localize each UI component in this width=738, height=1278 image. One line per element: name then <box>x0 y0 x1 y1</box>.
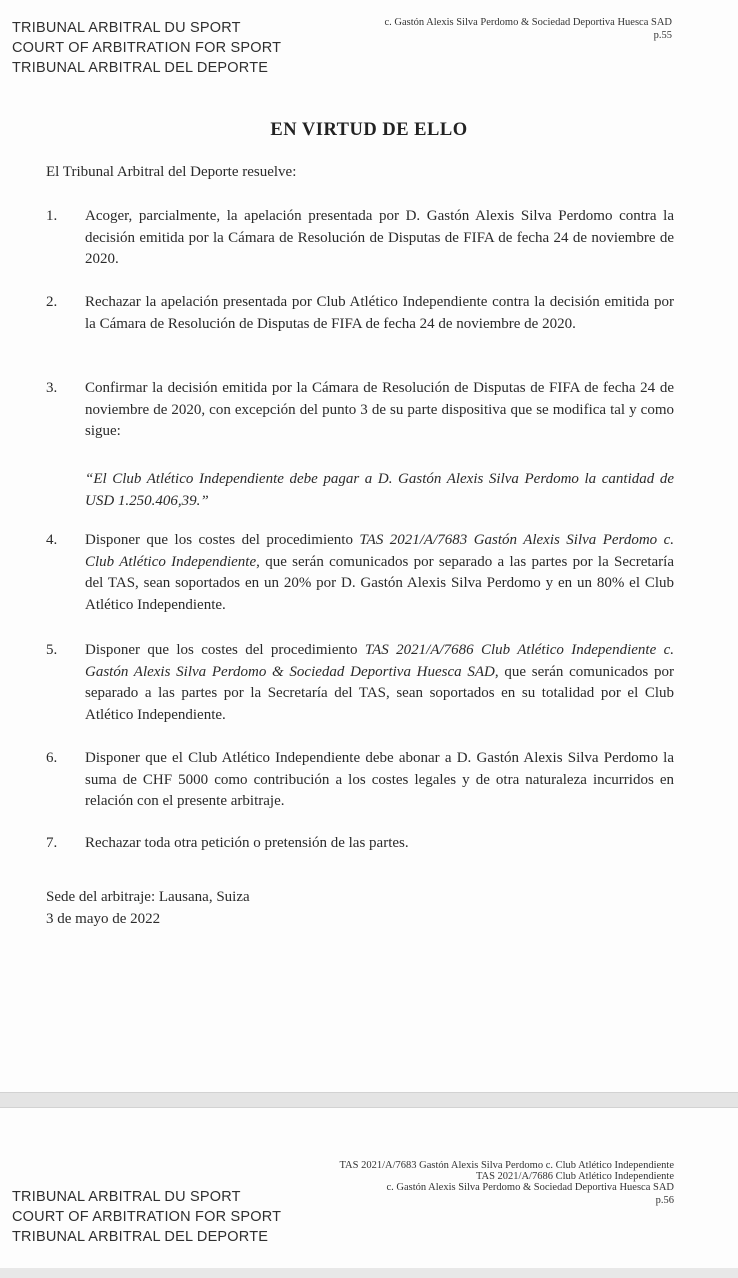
org-name-es: TRIBUNAL ARBITRAL DEL DEPORTE <box>12 1229 269 1245</box>
next-ref-line-2: TAS 2021/A/7686 Club Atlético Independiente <box>475 1171 674 1182</box>
item-text-post: , que serán comunicados por separado a las partes por la Secretaría del TAS, sean soportados en su totalidad por el Club Atlético Independiente. <box>85 663 674 723</box>
next-page-org-header <box>12 1187 281 1247</box>
next-page-case-reference <box>339 1160 674 1206</box>
page-bottom-edge <box>0 1268 738 1278</box>
item-text-post: , que serán comunicados por separado a las partes por la Secretaría del TAS, sean soportados en un 20% por D. Gastón Alexis Silva Perdomo y en un 80% el Club Atlético Independiente. <box>85 553 674 613</box>
item-text <box>85 530 674 616</box>
ruling-item-5 <box>46 640 674 726</box>
item-text-pre: Disponer que los costes del procedimiento <box>85 532 360 548</box>
item-number: 4. <box>46 532 58 548</box>
item-text: Acoger, parcialmente, la apelación presentada por D. Gastón Alexis Silva Perdomo contra la decisión emitida por la Cámara de Resolución de Disputas de FIFA de fecha 24 de noviembre de 2020. <box>85 208 674 267</box>
ruling-item-1 <box>46 206 674 271</box>
item-text <box>85 640 674 726</box>
org-name-en: COURT OF ARBITRATION FOR SPORT <box>12 40 282 56</box>
org-name-es: TRIBUNAL ARBITRAL DEL DEPORTE <box>12 60 269 76</box>
intro-text: El Tribunal Arbitral del Deporte resuelve: <box>46 164 297 180</box>
org-name-en: COURT OF ARBITRATION FOR SPORT <box>12 1209 282 1225</box>
item-text-pre: Disponer que los costes del procedimiento <box>85 642 365 658</box>
item-text: Rechazar toda otra petición o pretensión de las partes. <box>85 835 409 851</box>
item-number: 1. <box>46 208 58 224</box>
org-header <box>12 18 281 78</box>
next-page-number: p.56 <box>655 1195 674 1206</box>
item-number: 5. <box>46 642 58 658</box>
item-number: 6. <box>46 750 58 766</box>
next-ref-line-3: c. Gastón Alexis Silva Perdomo & Sociedad Deportiva Huesca SAD <box>386 1182 674 1193</box>
ruling-item-3 <box>46 378 674 443</box>
next-ref-line-1: TAS 2021/A/7683 Gastón Alexis Silva Perdomo c. Club Atlético Independiente <box>339 1160 674 1171</box>
page-break-divider <box>0 1092 738 1108</box>
section-title: EN VIRTUD DE ELLO <box>270 120 468 140</box>
decision-date: 3 de mayo de 2022 <box>46 911 161 927</box>
case-name-italic: TAS 2021/A/7683 Gastón Alexis Silva Perdomo c. Club Atlético Independiente <box>85 532 674 570</box>
item-number: 3. <box>46 380 58 396</box>
case-ref-line: c. Gastón Alexis Silva Perdomo & Sociedad Deportiva Huesca SAD <box>384 17 672 28</box>
org-name-fr: TRIBUNAL ARBITRAL DU SPORT <box>12 1189 241 1205</box>
case-name-italic: TAS 2021/A/7686 Club Atlético Independiente c. Gastón Alexis Silva Perdomo & Sociedad Deportiva Huesca SAD <box>85 642 674 680</box>
ruling-item-6 <box>46 748 674 813</box>
page-number: p.55 <box>653 30 672 41</box>
item-text: Rechazar la apelación presentada por Club Atlético Independiente contra la decisión emitida por la Cámara de Resolución de Disputas de FIFA de fecha 24 de noviembre de 2020. <box>85 294 674 332</box>
item-text: Disponer que el Club Atlético Independiente debe abonar a D. Gastón Alexis Silva Perdomo la suma de CHF 5000 como contribución a los costes legales y de otra naturaleza incurridos en relación con el presente arbitraje. <box>85 750 674 809</box>
item-number: 7. <box>46 835 58 851</box>
ruling-item-7 <box>46 833 674 855</box>
case-reference <box>384 17 672 41</box>
ruling-item-4 <box>46 530 674 616</box>
ruling-item-2 <box>46 292 674 335</box>
arbitration-seat: Sede del arbitraje: Lausana, Suiza <box>46 889 250 905</box>
item-text: Confirmar la decisión emitida por la Cámara de Resolución de Disputas de FIFA de fecha 24 de noviembre de 2020, con excepción del punto 3 de su parte dispositiva que se modifica tal y como sigue: <box>85 380 674 439</box>
modified-ruling-quote: “El Club Atlético Independiente debe pagar a D. Gastón Alexis Silva Perdomo la cantidad de USD 1.250.406,39.” <box>85 471 674 509</box>
org-name-fr: TRIBUNAL ARBITRAL DU SPORT <box>12 20 241 36</box>
item-number: 2. <box>46 294 58 310</box>
